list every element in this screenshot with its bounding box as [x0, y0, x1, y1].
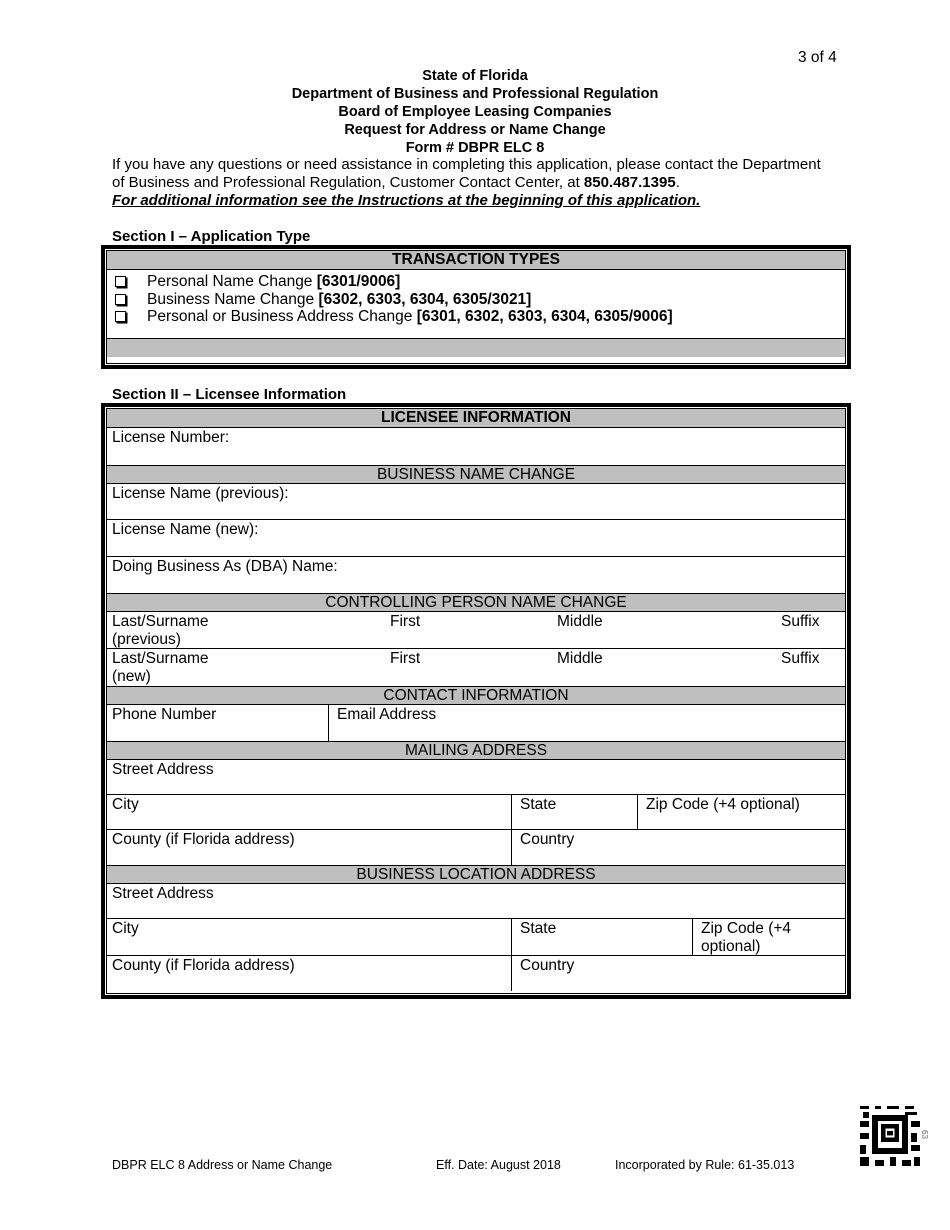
mailing-country-field[interactable]: [512, 830, 845, 865]
mailing-county-row: [107, 830, 845, 865]
footer-rule: Incorporated by Rule: 61-35.013: [615, 1158, 795, 1172]
business-location-header: BUSINESS LOCATION ADDRESS: [107, 865, 845, 884]
checkbox-icon[interactable]: [115, 276, 126, 287]
business-zip-field[interactable]: [693, 919, 845, 955]
option-codes: [6301, 6302, 6303, 6304, 6305/9006]: [416, 308, 673, 325]
license-name-new-field[interactable]: [107, 520, 845, 557]
header-state: State of Florida: [422, 68, 528, 84]
option-label: Personal Name Change: [147, 273, 317, 290]
license-number-field[interactable]: [107, 428, 845, 465]
license-name-new-label: License Name (new):: [112, 521, 259, 538]
mailing-street-field[interactable]: [107, 760, 845, 795]
transaction-option-address[interactable]: [115, 308, 845, 326]
licensee-info-table: [101, 403, 851, 999]
new-name-row[interactable]: [107, 649, 845, 686]
business-city-row: [107, 919, 845, 956]
intro-paragraph: [112, 156, 832, 210]
previous-label: (previous): [112, 631, 181, 648]
business-zip-label: Zip Code (+4: [701, 920, 792, 937]
email-address-label: Email Address: [337, 706, 437, 723]
barcode-icon: [860, 1106, 920, 1166]
business-county-row: [107, 956, 845, 991]
business-county-field[interactable]: [107, 956, 512, 991]
first-label: First: [390, 613, 421, 630]
business-country-field[interactable]: [512, 956, 845, 991]
transaction-types-table: [101, 245, 851, 369]
barcode-side-text: 63: [920, 1130, 929, 1139]
transaction-types-header: TRANSACTION TYPES: [107, 251, 845, 270]
last-surname-label: Last/Surname: [112, 650, 209, 667]
business-county-label: County (if Florida address): [112, 957, 295, 974]
last-surname-label: Last/Surname: [112, 613, 209, 630]
option-label: Personal or Business Address Change: [147, 308, 417, 325]
option-codes: [6302, 6303, 6304, 6305/3021]: [318, 290, 532, 308]
option-label: Business Name Change: [147, 290, 319, 308]
email-address-field[interactable]: [329, 705, 845, 741]
form-header: [0, 67, 950, 157]
mailing-country-label: Country: [520, 831, 575, 848]
option-codes: [6301/9006]: [316, 273, 401, 290]
middle-label: Middle: [557, 650, 603, 667]
mailing-zip-field[interactable]: [638, 795, 845, 829]
phone-number-label: Phone Number: [112, 706, 217, 723]
contact-phone: 850.487.1395: [583, 174, 676, 191]
licensee-info-header: LICENSEE INFORMATION: [107, 409, 845, 428]
mailing-city-row: [107, 795, 845, 830]
mailing-city-label: City: [112, 796, 139, 813]
business-country-label: Country: [520, 957, 575, 974]
new-label: (new): [112, 668, 151, 685]
header-form-number: Form # DBPR ELC 8: [405, 140, 545, 156]
section2-title: Section II – Licensee Information: [112, 386, 347, 403]
mailing-state-label: State: [520, 796, 557, 813]
license-name-previous-field[interactable]: [107, 484, 845, 520]
page-number: 3 of 4: [798, 49, 837, 66]
section1-title: Section I – Application Type: [112, 228, 311, 245]
dba-name-label: Doing Business As (DBA) Name:: [112, 558, 338, 575]
business-city-field[interactable]: [107, 919, 512, 955]
mailing-zip-label: Zip Code (+4 optional): [646, 796, 800, 813]
suffix-label: Suffix: [781, 650, 820, 667]
first-label: First: [390, 650, 421, 667]
business-city-label: City: [112, 920, 139, 937]
header-request-title: Request for Address or Name Change: [344, 122, 606, 138]
footer-form-name: DBPR ELC 8 Address or Name Change: [112, 1158, 333, 1172]
business-name-change-header: BUSINESS NAME CHANGE: [107, 465, 845, 484]
contact-information-header: CONTACT INFORMATION: [107, 686, 845, 705]
mailing-county-field[interactable]: [107, 830, 512, 865]
header-board: Board of Employee Leasing Companies: [338, 104, 612, 120]
intro-text: If you have any questions or need assistance in completing this application, please contact the Department of Business and Professional Regulation, Customer Contact Center, at: [112, 156, 821, 191]
license-name-previous-label: License Name (previous):: [112, 485, 289, 502]
business-state-field[interactable]: [512, 919, 693, 955]
transaction-option-business-name[interactable]: [115, 291, 845, 309]
contact-row: [107, 705, 845, 741]
license-number-label: License Number:: [112, 429, 230, 446]
phone-number-field[interactable]: [107, 705, 329, 741]
mailing-county-label: County (if Florida address): [112, 831, 295, 848]
checkbox-icon[interactable]: [115, 311, 126, 322]
mailing-city-field[interactable]: [107, 795, 512, 829]
transaction-option-personal-name[interactable]: [115, 273, 845, 291]
previous-name-row[interactable]: [107, 612, 845, 649]
footer-eff-date: Eff. Date: August 2018: [436, 1158, 561, 1172]
middle-label: Middle: [557, 613, 603, 630]
business-zip-label-optional: optional): [701, 938, 761, 955]
mailing-state-field[interactable]: [512, 795, 638, 829]
checkbox-icon[interactable]: [115, 294, 126, 305]
business-street-field[interactable]: [107, 884, 845, 919]
business-state-label: State: [520, 920, 557, 937]
business-street-label: Street Address: [112, 885, 214, 902]
dba-name-field[interactable]: [107, 557, 845, 593]
mailing-address-header: MAILING ADDRESS: [107, 741, 845, 760]
instructions-note: For additional information see the Instructions at the beginning of this application.: [112, 192, 701, 209]
mailing-street-label: Street Address: [112, 761, 214, 778]
intro-text-end: .: [675, 174, 680, 191]
suffix-label: Suffix: [781, 613, 820, 630]
transaction-types-footer-bar: [107, 338, 845, 357]
header-department: Department of Business and Professional Regulation: [291, 86, 659, 102]
controlling-person-header: CONTROLLING PERSON NAME CHANGE: [107, 593, 845, 612]
